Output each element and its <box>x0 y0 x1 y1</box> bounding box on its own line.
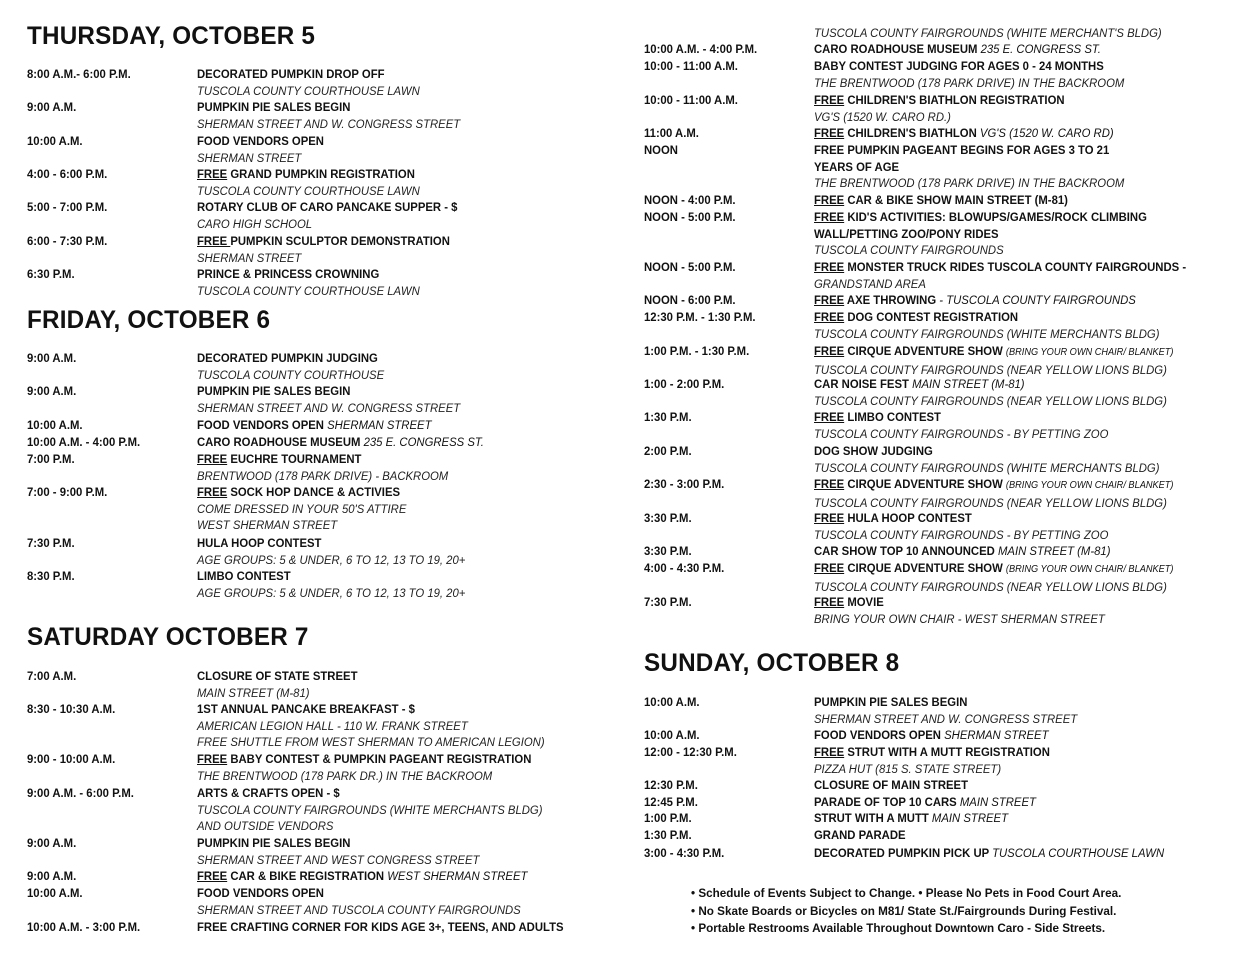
event-title: CLOSURE OF MAIN STREET <box>814 778 968 792</box>
event-title-line <box>197 751 583 768</box>
event-title-line <box>197 885 583 902</box>
event-details <box>197 434 617 451</box>
event-details <box>814 694 1224 727</box>
free-label: FREE <box>814 193 845 207</box>
event-title: CARO ROADHOUSE MUSEUM <box>197 435 361 449</box>
event-time: 9:00 - 10:00 A.M. <box>27 752 116 766</box>
event-inline-location: VG'S (1520 W. CARO RD) <box>979 126 1114 140</box>
event-title: PUMPKIN SCULPTOR DEMONSTRATION <box>230 234 450 248</box>
event-title-line <box>814 259 1191 276</box>
note-line: • No Skate Boards or Bicycles on M81/ State St./Fairgrounds During Festival. <box>691 903 1117 918</box>
event-title: DECORATED PUMPKIN JUDGING <box>197 351 378 365</box>
event-time: 1:30 P.M. <box>644 828 692 842</box>
event-title-line <box>814 476 1191 495</box>
event-time: 10:00 - 11:00 A.M. <box>644 93 738 107</box>
event-details <box>814 376 1224 409</box>
event-time: 3:00 - 4:30 P.M. <box>644 846 725 860</box>
event-title: STRUT WITH A MUTT REGISTRATION <box>847 745 1050 759</box>
event-details <box>814 845 1224 862</box>
event-title: DECORATED PUMPKIN DROP OFF <box>197 67 385 81</box>
event-time: 4:00 - 4:30 P.M. <box>644 561 725 575</box>
event-title-line <box>197 233 583 250</box>
event-title: KID'S ACTIVITIES: BLOWUPS/GAMES/ROCK CLIMBING <box>847 210 1147 224</box>
event-title-line <box>197 535 583 552</box>
event-time: 9:00 A.M. <box>27 836 77 850</box>
event-title-line <box>197 133 583 150</box>
event-title: CHILDREN'S BIATHLON <box>847 126 977 140</box>
event-title: BABY CONTEST & PUMPKIN PAGEANT REGISTRATION <box>230 752 532 766</box>
event-location: SHERMAN STREET <box>197 150 302 165</box>
event-details <box>197 166 617 199</box>
event-details <box>197 885 617 918</box>
event-details <box>814 827 1224 844</box>
event-location: TUSCOLA COUNTY FAIRGROUNDS (WHITE MERCHANTS BLDG) <box>814 460 1160 475</box>
event-inline-location: MAIN STREET <box>959 795 1036 809</box>
event-title: PUMPKIN PIE SALES BEGIN <box>197 836 351 850</box>
event-title-line <box>814 810 1191 827</box>
event-location: TUSCOLA COUNTY FAIRGROUNDS (NEAR YELLOW LIONS BLDG) <box>814 495 1167 510</box>
event-title: PUMPKIN PIE SALES BEGIN <box>814 695 968 709</box>
event-title-line <box>814 92 1191 109</box>
event-title-line <box>814 594 1191 611</box>
event-title: FOOD VENDORS OPEN <box>814 728 941 742</box>
event-title-line <box>197 66 583 83</box>
event-location: TUSCOLA COUNTY FAIRGROUNDS (NEAR YELLOW LIONS BLDG) <box>814 393 1167 408</box>
event-title-line <box>814 192 1191 209</box>
day-title-saturday: SATURDAY OCTOBER 7 <box>27 623 309 651</box>
event-title: HULA HOOP CONTEST <box>197 536 322 550</box>
event-time: NOON <box>644 143 678 157</box>
event-time: NOON - 6:00 P.M. <box>644 293 736 307</box>
event-location: THE BRENTWOOD (178 PARK DRIVE) IN THE BACKROOM <box>814 176 1125 191</box>
event-location: TUSCOLA COUNTY COURTHOUSE <box>197 367 385 382</box>
event-time: 5:00 - 7:00 P.M. <box>27 200 108 214</box>
event-title: PUMPKIN PIE SALES BEGIN <box>197 100 351 114</box>
event-location: TUSCOLA COUNTY FAIRGROUNDS (WHITE MERCHANTS BLDG) <box>814 326 1160 341</box>
event-title: CIRQUE ADVENTURE SHOW <box>847 477 1003 491</box>
event-time: 2:00 P.M. <box>644 444 692 458</box>
free-label: FREE <box>197 452 228 466</box>
event-location: TUSCOLA COUNTY COURTHOUSE LAWN <box>197 183 420 198</box>
event-title: LIMBO CONTEST <box>197 569 291 583</box>
event-title-line <box>814 292 1191 309</box>
event-title-line <box>197 166 583 183</box>
event-time: 9:00 A.M. - 6:00 P.M. <box>27 786 134 800</box>
event-title-line <box>814 209 1191 226</box>
event-title: FOOD VENDORS OPEN <box>197 134 324 148</box>
event-title: GRAND PARADE <box>814 828 906 842</box>
event-note: (BRING YOUR OWN CHAIR/ BLANKET) <box>1005 347 1174 358</box>
event-title: ROTARY CLUB OF CARO PANCAKE SUPPER - $ <box>197 200 458 214</box>
event-title-line <box>197 417 583 434</box>
event-location: GRANDSTAND AREA <box>814 276 926 291</box>
event-location: SHERMAN STREET <box>197 250 302 265</box>
event-inline-location: SHERMAN STREET <box>944 728 1049 742</box>
event-title: CLOSURE OF STATE STREET <box>197 669 358 683</box>
event-time: 12:00 - 12:30 P.M. <box>644 745 737 759</box>
event-time: 12:30 P.M. <box>644 778 698 792</box>
event-details <box>197 266 617 299</box>
event-inline-location: MAIN STREET <box>931 811 1008 825</box>
event-details <box>814 810 1224 827</box>
event-details <box>814 309 1224 342</box>
event-note: (BRING YOUR OWN CHAIR/ BLANKET) <box>1005 564 1174 575</box>
event-title-line <box>197 434 583 451</box>
event-title-line <box>814 142 1191 159</box>
event-details <box>197 133 617 166</box>
event-title: GRAND PUMPKIN REGISTRATION <box>230 167 415 181</box>
event-details <box>197 535 617 568</box>
event-title-line <box>814 560 1191 579</box>
event-location: TUSCOLA COUNTY FAIRGROUNDS - BY PETTING ZOO <box>814 426 1109 441</box>
event-details <box>814 777 1224 794</box>
event-details <box>814 343 1224 378</box>
event-location: BRENTWOOD (178 PARK DRIVE) - BACKROOM <box>197 468 449 483</box>
event-details <box>814 510 1224 543</box>
event-title-line <box>197 668 583 685</box>
event-title-line <box>814 543 1191 560</box>
event-location: SHERMAN STREET AND TUSCOLA COUNTY FAIRGROUNDS <box>197 902 521 917</box>
event-time: 7:30 P.M. <box>27 536 75 550</box>
event-location: SHERMAN STREET AND WEST CONGRESS STREET <box>197 852 480 867</box>
event-title: EUCHRE TOURNAMENT <box>230 452 362 466</box>
event-title: SOCK HOP DANCE & ACTIVIES <box>230 485 401 499</box>
free-label: FREE <box>814 93 845 107</box>
free-label: FREE <box>197 752 228 766</box>
event-details <box>197 417 617 434</box>
event-location: WEST SHERMAN STREET <box>197 518 338 533</box>
event-location: COME DRESSED IN YOUR 50'S ATTIRE <box>197 501 407 516</box>
event-details <box>814 560 1224 595</box>
event-time: 10:00 A.M. <box>27 418 83 432</box>
event-title: DOG CONTEST REGISTRATION <box>847 310 1019 324</box>
event-title: CIRQUE ADVENTURE SHOW <box>847 344 1003 358</box>
event-time: 10:00 A.M. <box>644 695 700 709</box>
event-time: 9:00 A.M. <box>27 869 77 883</box>
event-title-line <box>814 794 1191 811</box>
free-label: FREE <box>814 561 845 575</box>
event-time: 1:00 - 2:00 P.M. <box>644 377 725 391</box>
event-location: SHERMAN STREET AND W. CONGRESS STREET <box>814 711 1078 726</box>
event-location: TUSCOLA COUNTY FAIRGROUNDS (WHITE MERCHANTS BLDG) <box>197 802 543 817</box>
event-details <box>197 199 617 232</box>
event-title: CAR & BIKE REGISTRATION <box>230 869 385 883</box>
free-label: FREE <box>814 511 845 525</box>
event-title-line <box>197 484 583 501</box>
event-title-line <box>814 744 1191 761</box>
event-details <box>814 209 1224 259</box>
event-title: 1ST ANNUAL PANCAKE BREAKFAST - $ <box>197 702 415 716</box>
free-label: FREE <box>814 745 845 759</box>
event-time: NOON - 5:00 P.M. <box>644 210 736 224</box>
event-location: PIZZA HUT (815 S. STATE STREET) <box>814 761 1002 776</box>
note-line: • Schedule of Events Subject to Change. • Please No Pets in Food Court Area. <box>691 886 1122 900</box>
footer-notes <box>691 885 1144 938</box>
event-details <box>814 727 1224 744</box>
event-details <box>197 233 617 266</box>
event-time: 9:00 A.M. <box>27 384 77 398</box>
event-details <box>197 701 617 751</box>
event-title-line <box>197 350 583 367</box>
event-title-line <box>197 701 583 718</box>
event-inline-location: SHERMAN STREET <box>327 418 432 432</box>
event-title-line <box>197 451 583 468</box>
event-location: AGE GROUPS: 5 & UNDER, 6 TO 12, 13 TO 19, 20+ <box>197 552 466 567</box>
event-time: 10:00 A.M. - 4:00 P.M. <box>644 42 758 56</box>
event-location: TUSCOLA COUNTY FAIRGROUNDS <box>814 243 1004 258</box>
event-title: PUMPKIN PIE SALES BEGIN <box>197 384 351 398</box>
event-title: FREE CRAFTING CORNER FOR KIDS AGE 3+, TEENS, AND ADULTS <box>197 920 564 934</box>
event-title: PARADE OF TOP 10 CARS <box>814 795 957 809</box>
event-time: 12:45 P.M. <box>644 795 698 809</box>
event-title: DECORATED PUMPKIN PICK UP <box>814 846 989 860</box>
event-inline-location: MAIN STREET (M-81) <box>912 377 1025 391</box>
event-details <box>814 192 1224 209</box>
event-time: 7:00 A.M. <box>27 669 77 683</box>
event-details <box>814 58 1224 91</box>
event-details <box>814 794 1224 811</box>
event-location: AMERICAN LEGION HALL - 110 W. FRANK STREET <box>197 718 468 733</box>
free-label: FREE <box>197 234 231 248</box>
event-title: FOOD VENDORS OPEN <box>197 418 324 432</box>
event-location: TUSCOLA COUNTY COURTHOUSE LAWN <box>197 283 420 298</box>
event-title-line <box>197 835 583 852</box>
event-title-line <box>197 868 583 885</box>
event-time: 10:00 A.M. - 3:00 P.M. <box>27 920 141 934</box>
event-time: 4:00 - 6:00 P.M. <box>27 167 108 181</box>
event-title: CAR NOISE FEST <box>814 377 909 391</box>
free-label: FREE <box>814 344 845 358</box>
free-label: FREE <box>814 595 845 609</box>
free-label: FREE <box>197 485 228 499</box>
event-title-line <box>814 845 1191 862</box>
event-title-line: YEARS OF AGE <box>814 159 900 174</box>
event-title: MONSTER TRUCK RIDES TUSCOLA COUNTY FAIRGROUNDS <box>847 260 1180 274</box>
event-location: CARO HIGH SCHOOL <box>197 216 313 231</box>
event-title-line <box>814 309 1191 326</box>
event-title-tail: - <box>1179 260 1187 274</box>
event-location: TUSCOLA COUNTY FAIRGROUNDS (NEAR YELLOW LIONS BLDG) <box>814 579 1167 594</box>
event-title-line <box>814 376 1191 393</box>
event-title-line <box>197 266 583 283</box>
event-title-line <box>197 568 583 585</box>
event-time: 7:30 P.M. <box>644 595 692 609</box>
event-details <box>814 443 1224 476</box>
event-time: 2:30 - 3:00 P.M. <box>644 477 725 491</box>
event-details <box>814 142 1224 192</box>
day-title-friday: FRIDAY, OCTOBER 6 <box>27 306 271 334</box>
event-title: ARTS & CRAFTS OPEN - $ <box>197 786 340 800</box>
event-title-line <box>814 827 1191 844</box>
event-title: AXE THROWING <box>846 293 937 307</box>
event-title-line <box>197 99 583 116</box>
event-time: 12:30 P.M. - 1:30 P.M. <box>644 310 756 324</box>
event-details <box>814 92 1224 125</box>
event-details <box>814 125 1224 142</box>
event-title-line <box>197 199 583 216</box>
event-inline-location: WEST SHERMAN STREET <box>387 869 528 883</box>
event-time: 6:00 - 7:30 P.M. <box>27 234 108 248</box>
event-details <box>197 350 617 383</box>
event-title: PRINCE & PRINCESS CROWNING <box>197 267 380 281</box>
event-time: 3:30 P.M. <box>644 544 692 558</box>
free-label: FREE <box>197 869 228 883</box>
event-time: 7:00 - 9:00 P.M. <box>27 485 108 499</box>
event-time: 10:00 A.M. <box>27 134 83 148</box>
event-location: BRING YOUR OWN CHAIR - WEST SHERMAN STREET <box>814 611 1105 626</box>
event-details <box>197 66 617 99</box>
event-details <box>814 594 1224 627</box>
event-time: 8:30 P.M. <box>27 569 75 583</box>
event-location: MAIN STREET (M-81) <box>197 685 310 700</box>
event-title-line <box>814 510 1191 527</box>
free-label: FREE <box>814 410 845 424</box>
free-label: FREE <box>814 210 845 224</box>
event-title-line <box>814 727 1191 744</box>
event-time: 6:30 P.M. <box>27 267 75 281</box>
event-time: 8:00 A.M.- 6:00 P.M. <box>27 67 131 81</box>
event-title-line <box>814 41 1191 58</box>
event-location: TUSCOLA COUNTY FAIRGROUNDS - BY PETTING ZOO <box>814 527 1109 542</box>
event-inline-location: 235 E. CONGRESS ST. <box>980 42 1101 56</box>
event-details <box>814 292 1224 309</box>
event-title-line <box>814 409 1191 426</box>
event-details <box>197 751 617 784</box>
event-details <box>197 668 617 701</box>
event-title-line <box>197 785 583 802</box>
event-details <box>197 868 617 885</box>
event-details <box>814 744 1224 777</box>
event-title: CAR & BIKE SHOW MAIN STREET (M-81) <box>847 193 1068 207</box>
event-time: 10:00 A.M. - 4:00 P.M. <box>27 435 141 449</box>
event-title-line <box>197 383 583 400</box>
event-time: 10:00 A.M. <box>27 886 83 900</box>
event-location: SHERMAN STREET AND W. CONGRESS STREET <box>197 116 461 131</box>
event-time: NOON - 4:00 P.M. <box>644 193 736 207</box>
event-title-line <box>197 919 583 936</box>
event-title: DOG SHOW JUDGING <box>814 444 933 458</box>
event-details <box>197 919 617 936</box>
event-title-line <box>814 443 1191 460</box>
event-time: 9:00 A.M. <box>27 100 77 114</box>
event-location: TUSCOLA COUNTY FAIRGROUNDS (NEAR YELLOW LIONS BLDG) <box>814 362 1167 377</box>
free-label: FREE <box>814 477 845 491</box>
event-details <box>197 99 617 132</box>
event-location: FREE SHUTTLE FROM WEST SHERMAN TO AMERICAN LEGION) <box>197 735 545 750</box>
event-location: THE BRENTWOOD (178 PARK DRIVE) IN THE BACKROOM <box>814 75 1125 90</box>
event-title: CHILDREN'S BIATHLON REGISTRATION <box>847 93 1065 107</box>
event-details <box>197 568 617 601</box>
event-title: CAR SHOW TOP 10 ANNOUNCED <box>814 544 995 558</box>
event-details <box>814 41 1224 58</box>
event-title: FOOD VENDORS OPEN <box>197 886 324 900</box>
event-title: STRUT WITH A MUTT <box>814 811 929 825</box>
event-title: LIMBO CONTEST <box>847 410 941 424</box>
event-time: 11:00 A.M. <box>644 126 699 140</box>
event-details <box>197 383 617 416</box>
event-location: VG'S (1520 W. CARO RD.) <box>814 109 951 124</box>
event-location: AGE GROUPS: 5 & UNDER, 6 TO 12, 13 TO 19, 20+ <box>197 585 466 600</box>
event-time: 8:30 - 10:30 A.M. <box>27 702 116 716</box>
event-time: 1:30 P.M. <box>644 410 692 424</box>
event-location: AND OUTSIDE VENDORS <box>197 819 334 834</box>
event-details <box>814 476 1224 511</box>
event-title-line <box>814 777 1191 794</box>
event-location: THE BRENTWOOD (178 PARK DR.) IN THE BACKROOM <box>197 768 493 783</box>
event-title-line: WALL/PETTING ZOO/PONY RIDES <box>814 226 999 241</box>
event-inline-location: TUSCOLA COURTHOUSE LAWN <box>992 846 1165 860</box>
event-time: 3:30 P.M. <box>644 511 692 525</box>
note-line: • Portable Restrooms Available Throughout Downtown Caro - Side Streets. <box>691 921 1106 935</box>
day-title-thursday: THURSDAY, OCTOBER 5 <box>27 22 316 50</box>
event-details <box>197 835 617 868</box>
event-time: 10:00 - 11:00 A.M. <box>644 59 738 73</box>
event-title: CIRQUE ADVENTURE SHOW <box>847 561 1003 575</box>
event-details <box>197 785 617 835</box>
event-inline-location: - TUSCOLA COUNTY FAIRGROUNDS <box>939 293 1136 307</box>
event-title: CARO ROADHOUSE MUSEUM <box>814 42 978 56</box>
event-inline-location: MAIN STREET (M-81) <box>997 544 1111 558</box>
event-time: NOON - 5:00 P.M. <box>644 260 736 274</box>
day-title-sunday: SUNDAY, OCTOBER 8 <box>644 649 900 677</box>
event-details <box>814 543 1224 560</box>
event-title: BABY CONTEST JUDGING FOR AGES 0 - 24 MONTHS <box>814 59 1104 73</box>
free-label: FREE <box>814 260 845 274</box>
event-details <box>814 409 1224 442</box>
event-time: 1:00 P.M. <box>644 811 692 825</box>
event-title: HULA HOOP CONTEST <box>847 511 972 525</box>
event-details <box>197 451 617 484</box>
event-inline-location: 235 E. CONGRESS ST. <box>363 435 484 449</box>
free-label: FREE <box>814 310 845 324</box>
event-title: FREE PUMPKIN PAGEANT BEGINS FOR AGES 3 TO 21 <box>814 143 1110 157</box>
event-title: MOVIE <box>847 595 884 609</box>
event-title-line <box>814 694 1191 711</box>
event-location: TUSCOLA COUNTY COURTHOUSE LAWN <box>197 83 420 98</box>
event-title-line <box>814 343 1191 362</box>
event-time: 10:00 A.M. <box>644 728 700 742</box>
free-label: FREE <box>814 126 845 140</box>
event-time: 7:00 P.M. <box>27 452 75 466</box>
event-time: 1:00 P.M. - 1:30 P.M. <box>644 344 750 358</box>
event-location: SHERMAN STREET AND W. CONGRESS STREET <box>197 400 461 415</box>
event-details <box>814 259 1224 292</box>
free-label: FREE <box>814 293 845 307</box>
event-details <box>197 484 617 534</box>
event-note: (BRING YOUR OWN CHAIR/ BLANKET) <box>1005 480 1174 491</box>
event-time: 9:00 A.M. <box>27 351 77 365</box>
event-title-line <box>814 58 1191 75</box>
free-label: FREE <box>197 167 228 181</box>
event-title-line <box>814 125 1191 142</box>
